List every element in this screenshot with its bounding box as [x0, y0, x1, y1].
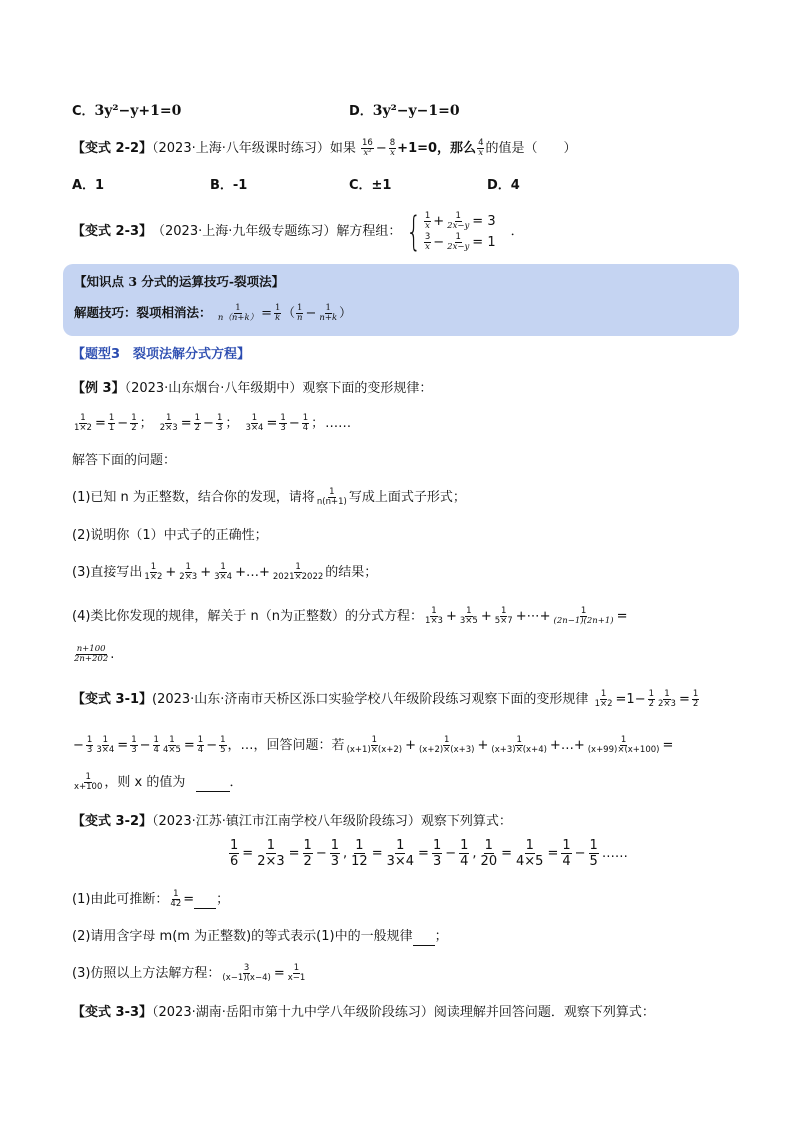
frac-den: 1×2 [74, 423, 92, 433]
frac-num: 1 [589, 838, 598, 853]
variant-3-2-q1 [72, 890, 229, 909]
frac-num: 1 [444, 735, 450, 745]
separator: = [242, 846, 254, 861]
frac-num: 1 [185, 562, 191, 572]
equals-sign: = [662, 738, 674, 753]
frac-num: 1 [501, 606, 507, 616]
frac-den: x [390, 148, 395, 158]
frac-num: 1 [431, 606, 437, 616]
plus-sign: + [433, 214, 445, 229]
separator: − [445, 846, 457, 861]
variant-source: （2023·湖南·岳阳市第十九中学八年级阶段练习）阅读理解并回答问题．观察下列算式： [152, 1005, 655, 1020]
variant-tag: 【变式 3-3】 [72, 1005, 153, 1020]
frac-num: 8 [389, 138, 396, 148]
frac-den: x [425, 221, 430, 231]
example-3-heading [72, 380, 432, 398]
frac-num: 1 [86, 735, 93, 745]
frac-num: 1 [325, 303, 331, 313]
variant-3-1-line2: − $\frac{1}{3}$ $\frac{1}{3\times 4}$ = $\frac{1}{3}$ − $\frac{1}{4}$ $\frac{1}{4\times 5}$ = $\frac{1}{4}$ − $\frac{1}{5}$ ，…，回答问题：若 $\frac{1}{(x+1)\times(x+2)}$ + $\frac{1}{(x+2)\times(x+3)}$ + $\frac{1}{(x+3)\times(x+4)}$ +…+ $\frac{1}{(x+99)\times(x+100)}$ = [73, 735, 674, 755]
minus-sign: − [305, 306, 317, 321]
frac-den: 5 [589, 854, 598, 869]
frac-num: 3 [243, 963, 250, 973]
frac-den: (x−1)(x−4) [222, 973, 271, 983]
frac-den: k [275, 313, 281, 323]
frac-num: 1 [235, 303, 241, 313]
equals-sign: = [261, 306, 273, 321]
frac-num: 1 [220, 735, 226, 745]
frac-den: 4 [460, 854, 469, 869]
frac-den: (x+3)×(x+4) [491, 745, 547, 755]
variant-3-1-line1 [72, 690, 700, 709]
variant-source: （2023·上海·八年级课时练习）如果 [152, 141, 356, 156]
frac-den: 3 [280, 423, 286, 433]
frac-num: 1 [455, 232, 461, 242]
variant-2-3 [72, 210, 524, 254]
frac-den: 2×3 [658, 699, 676, 709]
frac-den: 3 [432, 854, 442, 869]
option-c-label: C． [72, 104, 95, 119]
frac-num: 1 [460, 838, 469, 853]
frac-den: (2n−1)(2n+1) [553, 616, 614, 626]
frac-den: 2n+202 [74, 654, 109, 664]
frac-den: n+k [319, 313, 338, 323]
frac-den: 3×4 [245, 423, 264, 433]
question-text: (1)由此可推断： [72, 892, 169, 907]
frac-den: 4×5 [162, 745, 181, 755]
frac-num: 1 [297, 303, 303, 313]
frac-num: 1 [220, 562, 226, 572]
frac-num: 1 [173, 889, 179, 899]
frac-num: 1 [85, 772, 91, 782]
options-row-cd [72, 102, 181, 121]
variant-3-3-heading [72, 1004, 655, 1022]
example-source: （2023·山东烟台·八年级期中）观察下面的变形规律： [124, 381, 433, 396]
equals-sign: = [678, 692, 690, 707]
frac-num: 1 [131, 735, 137, 745]
frac-den: 1×2 [594, 699, 613, 709]
frac-den: (x+2)×(x+3) [418, 745, 475, 755]
frac-num: 1 [150, 562, 157, 572]
frac-num: 1 [525, 838, 534, 853]
frac-den: n（n+k） [217, 313, 259, 323]
separator: = [418, 846, 429, 861]
frac-num: 1 [216, 413, 223, 423]
frac-den: x−1 [287, 973, 306, 983]
minus-sign: − [433, 235, 445, 250]
option-b: B．-1 [210, 178, 248, 193]
frac-den: 2×3 [179, 572, 198, 582]
option-d [349, 102, 460, 121]
equation-tail: +1=0，那么 [397, 141, 477, 156]
equals-sign: = [616, 609, 628, 624]
question-text: (1)已知 n 为正整数，结合你的发现，请将 [72, 490, 315, 505]
separator: = [547, 846, 559, 861]
equation-system [401, 209, 496, 255]
separator: , [343, 846, 348, 861]
separator: , [472, 846, 477, 861]
type3-title: 【题型3 裂项法解分式方程】 [72, 347, 251, 362]
frac-num: n+100 [76, 644, 106, 654]
example-tag: 【例 3】 [72, 381, 125, 396]
frac-den: 3 [86, 745, 93, 755]
frac-den: 6 [230, 854, 239, 869]
frac-num: 4 [478, 138, 484, 148]
frac-num: 1 [295, 562, 301, 572]
paren: （ [282, 305, 295, 320]
variant-3-2-q3 [72, 964, 307, 983]
frac-num: 16 [362, 138, 373, 148]
variant-3-2-display [228, 838, 630, 869]
variant-tag: 【变式 3-1】 [72, 692, 153, 707]
frac-den: 1×2 [144, 572, 163, 582]
frac-num: 1 [600, 689, 607, 699]
frac-num: 1 [692, 689, 699, 699]
frac-den: 5×7 [494, 616, 513, 626]
punct: ； [434, 929, 448, 944]
separator: − [574, 846, 586, 861]
question-text: (4)类比你发现的规律，解关于 n（n为正整数）的分式方程： [72, 609, 424, 624]
frac-num: 1 [169, 735, 175, 745]
frac-den: (x+99)×(x+100) [587, 745, 660, 755]
frac-den: x+100 [74, 782, 103, 792]
frac-den: 4 [562, 854, 571, 869]
frac-den: (x+1)×(x+2) [346, 745, 403, 755]
tip-text: 裂项相消法： [136, 305, 212, 320]
rhs: = 3 [472, 214, 496, 229]
separator: …… [601, 846, 628, 861]
tip-label: 解题技巧： [74, 305, 137, 320]
variant-tag: 【变式 2-2】 [72, 141, 153, 156]
frac-den: 3 [216, 423, 223, 433]
rhs: = 1 [472, 235, 496, 250]
frac-num: 1 [251, 413, 258, 423]
frac-num: 1 [466, 606, 472, 616]
example-3-pattern: $\frac{1}{1\times 2}$ = $\frac{1}{1}$ − $\frac{1}{2}$ ； $\frac{1}{2\times 3}$ = $\frac{1}{2}$ − $\frac{1}{3}$ ； $\frac{1}{3\times 4}$ = $\frac{1}{3}$ − $\frac{1}{4}$ ；…… [74, 413, 352, 433]
frac-num: 1 [131, 413, 137, 423]
frac-num: 1 [371, 735, 378, 745]
frac-den: 4 [153, 745, 159, 755]
frac-den: x [425, 242, 430, 252]
variant-source: （2023·江苏·镇江市江南学校八年级阶段练习）观察下列算式： [152, 814, 512, 829]
question-text: (3)直接写出 [72, 565, 143, 580]
frac-den: 2 [692, 699, 699, 709]
punct: ； [216, 892, 230, 907]
frac-den: 1 [108, 423, 115, 433]
frac-num: 1 [355, 838, 364, 853]
frac-den: 2 [303, 854, 312, 869]
question-3: (3)直接写出 $\frac{1}{1\times 2}$ + $\frac{1}{2\times 3}$ + $\frac{1}{3\times 4}$ +…+ $\frac{1}{2021\times 2022}$ 的结果； [72, 562, 378, 582]
frac-num: 1 [280, 413, 286, 423]
variant-3-2-q2 [72, 928, 448, 946]
frac-den: 2021×2022 [272, 572, 324, 582]
separator: = [371, 846, 383, 861]
equals-sign: = [117, 738, 129, 753]
equals-sign: =1− [615, 692, 646, 707]
frac-den: 42 [170, 899, 182, 909]
paren: ） [339, 305, 352, 320]
frac-den: x [478, 148, 484, 158]
frac-num: 1 [166, 413, 172, 423]
frac-den: 12 [351, 854, 368, 869]
frac-num: 1 [484, 838, 493, 853]
ellipsis: …… [325, 416, 352, 431]
frac-num: 1 [230, 838, 239, 853]
frac-den: n [296, 313, 303, 323]
equals-sign: = [183, 892, 195, 907]
separator: = [288, 846, 300, 861]
frac-den: 2×3 [257, 854, 285, 869]
answer-prompt: 解答下面的问题： [72, 453, 177, 468]
frac-num: 1 [620, 735, 627, 745]
frac-den: 5 [220, 745, 226, 755]
option-d-expr: 3y²−y−1=0 [372, 103, 460, 119]
question-text: ，则 x 的值为 [104, 775, 186, 790]
question-text: ，…，回答问题：若 [227, 738, 345, 753]
frac-den: 2 [194, 423, 201, 433]
frac-den: 3 [131, 745, 137, 755]
separator: − [315, 846, 327, 861]
option-d: D．4 [487, 178, 520, 193]
question-text: 的结果； [325, 565, 378, 580]
ellipsis: +…+ [549, 738, 585, 753]
frac-den: 3×4 [96, 745, 115, 755]
frac-den: 4 [302, 423, 309, 433]
variant-tag: 【变式 2-3】 [72, 224, 153, 239]
frac-den: 4 [197, 745, 204, 755]
frac-den: 4×5 [516, 854, 544, 869]
option-a: A．1 [72, 178, 105, 193]
frac-num: 1 [424, 211, 431, 221]
question-4: (4)类比你发现的规律，解关于 n（n为正整数）的分式方程： $\frac{1}{1\times 3}$ + $\frac{1}{3\times 5}$ + $\frac{1}{5\times 7}$ +⋯+ $\frac{1}{(2n-1)(2n+1)}$ = [72, 606, 628, 626]
period: . [110, 647, 115, 662]
frac-den: 1×3 [425, 616, 443, 626]
minus-sign: − [375, 141, 387, 156]
frac-den: 3×5 [459, 616, 478, 626]
frac-num: 1 [516, 735, 522, 745]
frac-num: 1 [266, 838, 276, 853]
frac-den: 2 [648, 699, 655, 709]
frac-num: 1 [108, 413, 115, 423]
option-c: C．±1 [349, 178, 392, 193]
variant-3-2-heading [72, 813, 512, 831]
frac-num: 1 [664, 689, 670, 699]
separator: = [501, 846, 512, 861]
frac-num: 1 [648, 689, 655, 699]
frac-num: 1 [293, 963, 300, 973]
frac-den: 2x−y [447, 242, 470, 252]
frac-num: 1 [80, 413, 86, 423]
answer-blank[interactable] [194, 894, 216, 909]
frac-num: 1 [329, 487, 335, 497]
frac-num: 1 [580, 606, 587, 616]
variant-source: （2023·上海·九年级专题练习）解方程组： [152, 224, 402, 239]
frac-num: 1 [562, 838, 571, 853]
frac-den: x² [363, 148, 372, 158]
knowledge-title: 【知识点 3 分式的运算技巧-裂项法】 [74, 274, 285, 289]
answer-blank[interactable] [413, 931, 435, 946]
frac-den: 2×3 [159, 423, 178, 433]
frac-num: 1 [302, 413, 309, 423]
frac-den: 3 [330, 854, 339, 869]
frac-num: 1 [153, 735, 159, 745]
equals-sign: = [273, 966, 285, 981]
frac-den: 2 [131, 423, 137, 433]
frac-num: 1 [197, 735, 204, 745]
frac-num: 1 [330, 838, 339, 853]
answer-blank[interactable] [196, 777, 230, 792]
frac-num: 3 [424, 232, 431, 242]
frac-num: 1 [432, 838, 442, 853]
knowledge-tip [74, 304, 352, 323]
frac-den: 3×4 [214, 572, 233, 582]
question-4-rhs [72, 645, 114, 664]
option-c-expr: 3y²−y+1=0 [94, 103, 182, 119]
frac-num: 1 [275, 303, 281, 313]
frac-num: 1 [303, 838, 312, 853]
frac-den: 2x−y [447, 221, 470, 231]
option-d-label: D． [349, 104, 373, 119]
question-text: (2)请用含字母 m(m 为正整数)的等式表示(1)中的一般规律 [72, 929, 413, 944]
frac-den: 20 [480, 854, 498, 869]
question-1 [72, 488, 466, 507]
variant-2-2 [72, 139, 577, 158]
question-text: 写成上面式子形式； [348, 490, 466, 505]
ellipsis: +…+ [235, 565, 270, 580]
frac-num: 1 [455, 211, 461, 221]
frac-den: 3×4 [386, 854, 415, 869]
question-2: (2)说明你（1）中式子的正确性； [72, 528, 268, 543]
question-tail: 的值是（ ） [485, 141, 577, 156]
period: ． [510, 224, 524, 239]
frac-num: 1 [194, 413, 201, 423]
brace-icon: { [406, 209, 422, 255]
frac-den: n(n+1) [316, 497, 347, 507]
question-text: (3)仿照以上方法解方程： [72, 966, 221, 981]
variant-3-1-line3: $\frac{1}{x+100}$ ，则 x 的值为 ． [74, 772, 243, 792]
frac-num: 1 [102, 735, 109, 745]
ellipsis: +⋯+ [515, 609, 551, 624]
variant-source: (2023·山东·济南市天桥区泺口实验学校八年级阶段练习观察下面的变形规律 [152, 692, 589, 707]
variant-tag: 【变式 3-2】 [72, 814, 153, 829]
frac-num: 1 [396, 838, 405, 853]
